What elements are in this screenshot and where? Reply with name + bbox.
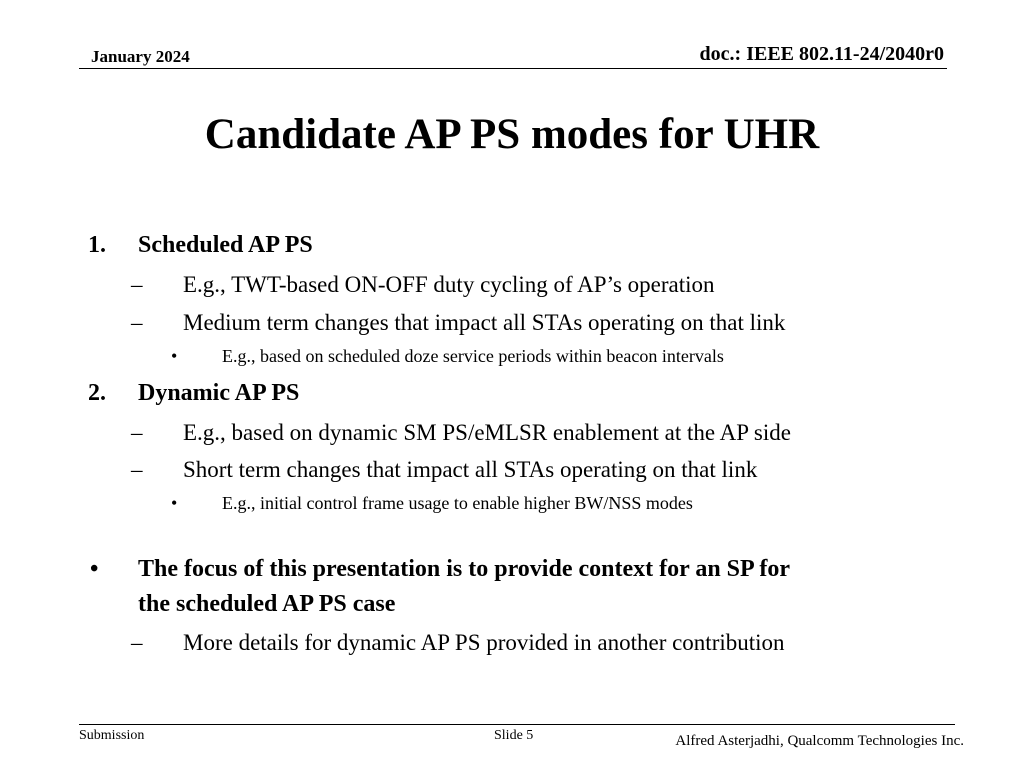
focus-statement-text: the scheduled AP PS case	[138, 591, 396, 617]
list-item-text: Scheduled AP PS	[138, 232, 313, 258]
list-item-text: Dynamic AP PS	[138, 380, 300, 406]
footer-divider	[79, 724, 955, 725]
list-number: 2.	[88, 380, 106, 406]
bullet-marker: •	[171, 493, 178, 513]
dash-marker: –	[131, 272, 143, 297]
bullet-marker: •	[90, 556, 99, 582]
dash-marker: –	[131, 420, 143, 445]
sub-item-text: E.g., TWT-based ON-OFF duty cycling of AP’s operation	[183, 272, 715, 297]
footer-submission: Submission	[79, 728, 145, 743]
slide-title: Candidate AP PS modes for UHR	[204, 111, 820, 158]
dash-marker: –	[131, 457, 143, 482]
dash-marker: –	[131, 630, 143, 655]
header-date: January 2024	[91, 47, 190, 66]
sub-item-text: E.g., based on dynamic SM PS/eMLSR enablement at the AP side	[183, 420, 791, 445]
list-number: 1.	[88, 232, 106, 258]
sub-item-text: Short term changes that impact all STAs operating on that link	[183, 457, 758, 482]
header-doc-id: doc.: IEEE 802.11-24/2040r0	[699, 43, 944, 65]
footer-slide-number: Slide 5	[494, 728, 534, 743]
sub-sub-item-text: E.g., based on scheduled doze service periods within beacon intervals	[222, 346, 724, 366]
footer-author: Alfred Asterjadhi, Qualcomm Technologies Inc.	[675, 733, 964, 749]
dash-marker: –	[131, 310, 143, 335]
header-divider	[79, 68, 947, 69]
sub-item-text: Medium term changes that impact all STAs operating on that link	[183, 310, 786, 335]
bullet-marker: •	[171, 346, 178, 366]
focus-statement-text: The focus of this presentation is to provide context for an SP for	[138, 556, 790, 582]
sub-sub-item-text: E.g., initial control frame usage to enable higher BW/NSS modes	[222, 493, 693, 513]
sub-item-text: More details for dynamic AP PS provided in another contribution	[183, 630, 785, 655]
